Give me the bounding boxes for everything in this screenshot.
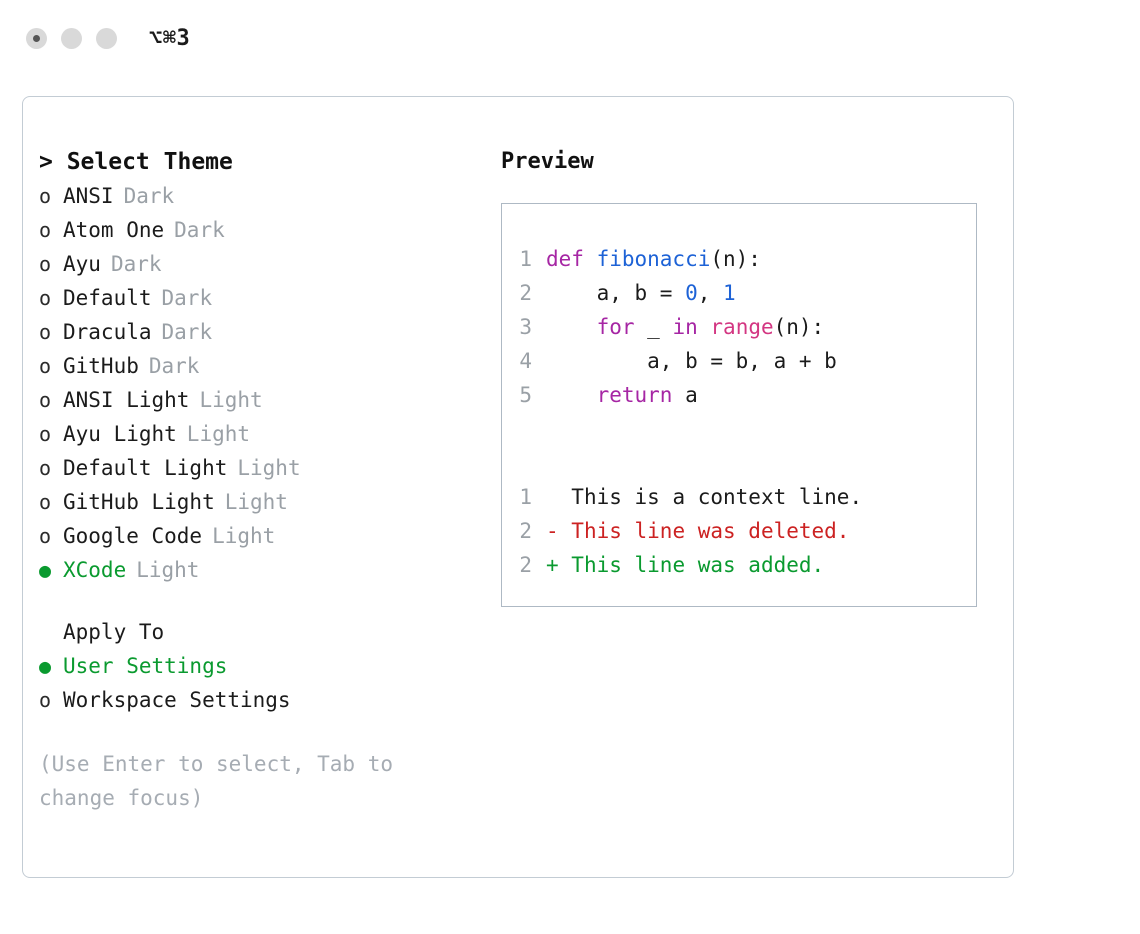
line-number: 2 <box>519 281 532 305</box>
theme-option-tag: Light <box>199 388 263 412</box>
code-token <box>546 315 597 339</box>
theme-option-tag: Light <box>224 490 288 514</box>
code-token: a, b = b, a + b <box>546 349 837 373</box>
theme-option-tag: Light <box>136 558 200 582</box>
line-number: 3 <box>519 315 532 339</box>
theme-option-label: GitHub Light <box>63 490 215 514</box>
title-bar <box>0 0 1140 76</box>
code-blank-line <box>502 412 976 446</box>
code-token: range <box>710 315 774 339</box>
diff-text: This is a context line. <box>558 485 863 509</box>
radio-selected-icon: ● <box>39 654 52 678</box>
code-line <box>502 344 976 378</box>
theme-option-tag: Dark <box>161 286 213 310</box>
apply-to-heading: Apply To <box>63 620 165 644</box>
diff-line-context <box>502 480 976 514</box>
theme-option-tag: Dark <box>174 218 225 242</box>
code-token: a <box>672 383 698 407</box>
theme-option-ayu-dark[interactable] <box>39 247 489 281</box>
radio-icon: o <box>39 490 52 514</box>
apply-to-option-workspace-settings[interactable] <box>39 683 489 717</box>
theme-option-label: ANSI <box>63 184 114 208</box>
code-token: (n): <box>710 247 761 271</box>
radio-selected-icon: ● <box>39 558 52 582</box>
keyboard-hint-text: (Use Enter to select, Tab to change focus) <box>39 752 406 810</box>
apply-to-option-label: Workspace Settings <box>63 688 291 712</box>
theme-option-default-dark[interactable] <box>39 281 489 315</box>
code-token: a, b = <box>546 281 686 305</box>
code-line <box>502 276 976 310</box>
radio-icon: o <box>39 422 52 446</box>
theme-option-github-dark[interactable] <box>39 349 489 383</box>
code-token: , <box>697 281 724 305</box>
theme-option-default-light[interactable] <box>39 451 489 485</box>
window-controls[interactable] <box>26 28 117 49</box>
theme-option-label: Dracula <box>63 320 152 344</box>
apply-to-option-label: User Settings <box>63 654 228 678</box>
window-control-minimize[interactable] <box>61 28 82 49</box>
theme-option-label: GitHub <box>63 354 139 378</box>
code-token: 0 <box>685 281 698 305</box>
list-divider-space <box>39 587 489 615</box>
code-token: def <box>546 247 597 271</box>
code-token: in <box>672 315 698 339</box>
theme-option-tag: Dark <box>123 184 175 208</box>
radio-icon: o <box>39 252 52 276</box>
code-token: _ <box>634 315 673 339</box>
diff-marker <box>546 485 559 509</box>
radio-icon: o <box>39 218 52 242</box>
theme-option-tag: Light <box>186 422 251 446</box>
code-line <box>502 378 976 412</box>
theme-option-label: Default <box>63 286 152 310</box>
code-blank-line <box>502 446 976 480</box>
theme-option-xcode-light[interactable] <box>39 553 489 587</box>
theme-option-ansi-dark[interactable] <box>39 179 489 213</box>
radio-icon: o <box>39 688 52 712</box>
line-number: 1 <box>519 247 532 271</box>
window-control-close[interactable] <box>26 28 47 49</box>
theme-picker-panel <box>22 96 1014 878</box>
diff-marker: - <box>546 519 559 543</box>
diff-line-added <box>502 548 976 582</box>
radio-icon: o <box>39 388 52 412</box>
code-token: return <box>596 383 673 407</box>
code-token <box>698 315 711 339</box>
radio-icon: o <box>39 524 52 548</box>
theme-option-tag: Dark <box>161 320 213 344</box>
diff-line-deleted <box>502 514 976 548</box>
theme-option-ayu-light[interactable] <box>39 417 489 451</box>
theme-option-tag: Dark <box>148 354 200 378</box>
theme-option-label: ANSI Light <box>63 388 190 412</box>
line-number: 1 <box>519 485 532 509</box>
diff-marker: + <box>546 553 559 577</box>
code-line <box>502 310 976 344</box>
line-number: 2 <box>519 553 532 577</box>
code-token: (n): <box>773 315 825 339</box>
theme-selector-column <box>39 145 489 815</box>
window-control-maximize[interactable] <box>96 28 117 49</box>
theme-option-label: Atom One <box>63 218 165 242</box>
theme-option-google-code[interactable] <box>39 519 489 553</box>
theme-option-atom-one-dark[interactable] <box>39 213 489 247</box>
preview-code-box <box>501 203 977 607</box>
code-line <box>502 242 976 276</box>
radio-icon: o <box>39 320 52 344</box>
theme-option-dracula-dark[interactable] <box>39 315 489 349</box>
preview-heading: Preview <box>501 149 594 174</box>
code-token: fibonacci <box>596 247 711 271</box>
code-token: 1 <box>723 281 736 305</box>
code-token: for <box>596 315 635 339</box>
window-shortcut-label: ⌥⌘3 <box>149 25 191 51</box>
theme-option-label: XCode <box>63 558 127 582</box>
theme-option-label: Ayu <box>63 252 101 276</box>
diff-text: This line was deleted. <box>558 519 850 543</box>
theme-option-label: Google Code <box>63 524 203 548</box>
theme-option-label: Default Light <box>63 456 228 480</box>
line-number: 4 <box>519 349 532 373</box>
select-theme-heading: > Select Theme <box>39 149 233 175</box>
radio-icon: o <box>39 456 52 480</box>
radio-icon: o <box>39 184 52 208</box>
line-number: 2 <box>519 519 532 543</box>
line-number: 5 <box>519 383 532 407</box>
code-token <box>546 383 597 407</box>
diff-text: This line was added. <box>558 553 825 577</box>
theme-option-github-light[interactable] <box>39 485 489 519</box>
apply-to-option-user-settings[interactable] <box>39 649 489 683</box>
theme-option-tag: Dark <box>110 252 162 276</box>
theme-option-tag: Light <box>237 456 301 480</box>
radio-icon: o <box>39 354 52 378</box>
theme-option-tag: Light <box>212 524 276 548</box>
theme-option-label: Ayu Light <box>63 422 177 446</box>
preview-column <box>501 145 991 607</box>
radio-icon: o <box>39 286 52 310</box>
theme-option-ansi-light[interactable] <box>39 383 489 417</box>
